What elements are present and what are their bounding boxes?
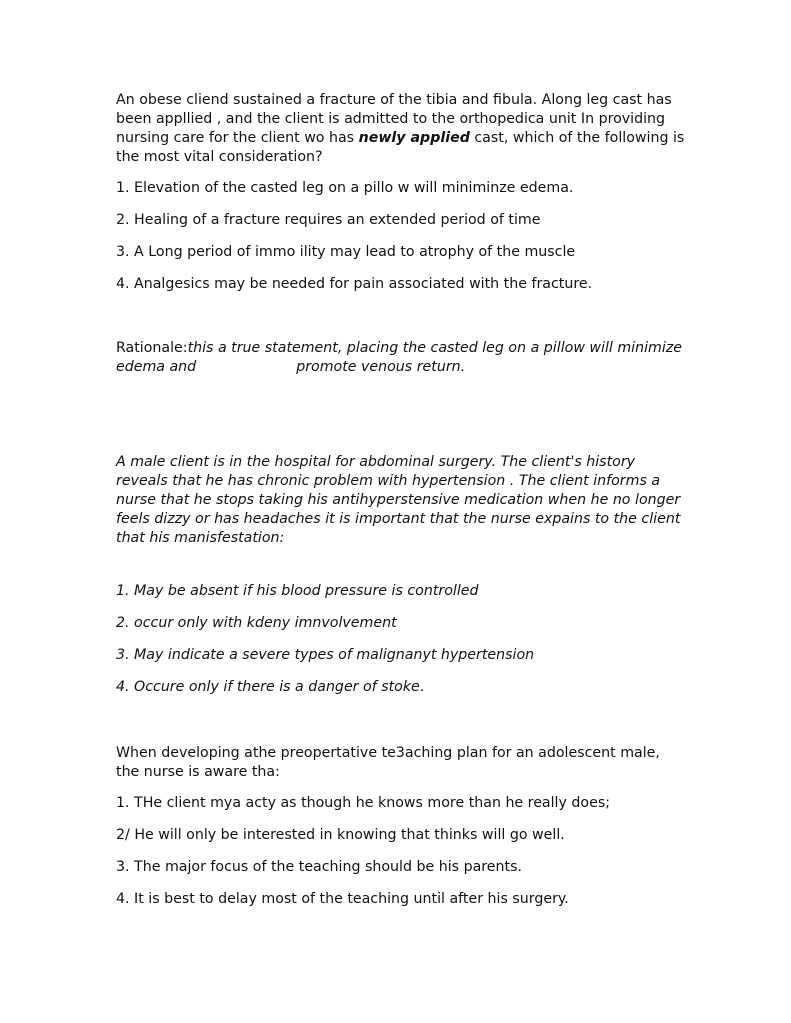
question-1-option-2: 2. Healing of a fracture requires an extended period of time (116, 212, 541, 228)
question-1-stem-part2: cast, which of the following is the most vital consideration? (116, 130, 685, 165)
question-3-option-1: 1. THe client mya acty as though he knows more than he really does; (116, 795, 610, 811)
question-3-option-3: 3. The major focus of the teaching should be his parents. (116, 859, 522, 875)
rationale-label: Rationale: (116, 340, 188, 356)
spacer (116, 307, 686, 339)
question-2-stem: A male client is in the hospital for abdominal surgery. The client's history reveals that he has chronic problem with hypertension . The client informs a nurse that he stops taking his antihyperstensive medication when he no longer feels dizzy or has headaches it is important that the nurse expains to the client that his manisfestation: (116, 454, 681, 546)
question-3-option-4: 4. It is best to delay most of the teaching until after his surgery. (116, 891, 569, 907)
question-1-stem-part1: An obese cliend sustained a fracture of the tibia and fibula. Along leg cast has been appllied , and the client is admitted to the orthopedica unit In providing nursing care for the client wo has (116, 92, 672, 146)
question-1-option-1: 1. Elevation of the casted leg on a pillo w will miniminze edema. (116, 180, 574, 196)
question-3-stem: When developing athe preopertative te3aching plan for an adolescent male, the nurse is aware tha: (116, 745, 660, 780)
spacer (116, 548, 686, 582)
question-1-option-3: 3. A Long period of immo ility may lead to atrophy of the muscle (116, 244, 576, 260)
document-page (116, 91, 686, 922)
question-1-stem-emphasis: newly applied (358, 130, 470, 146)
question-2-option-3: 3. May indicate a severe types of malignanyt hypertension (116, 647, 535, 663)
question-3-option-2: 2/ He will only be interested in knowing that thinks will go well. (116, 827, 565, 843)
rationale-text-part1: this a true statement, placing the casted leg on a pillow will minimize edema and (116, 340, 682, 375)
question-2-option-1: 1. May be absent if his blood pressure is controlled (116, 583, 479, 599)
rationale-text-part2: promote venous return. (296, 359, 466, 375)
spacer (116, 710, 686, 744)
question-1-stem (116, 91, 686, 167)
rationale (116, 339, 686, 377)
question-2-option-2: 2. occur only with kdeny imnvolvement (116, 615, 397, 631)
question-1-option-4: 4. Analgesics may be needed for pain associated with the fracture. (116, 276, 593, 292)
question-2-option-4 (116, 678, 686, 697)
question-2-option-4-period: . (419, 679, 425, 695)
question-2-option-4-text: 4. Occure only if there is a danger of stoke (116, 679, 420, 695)
spacer (116, 377, 686, 453)
